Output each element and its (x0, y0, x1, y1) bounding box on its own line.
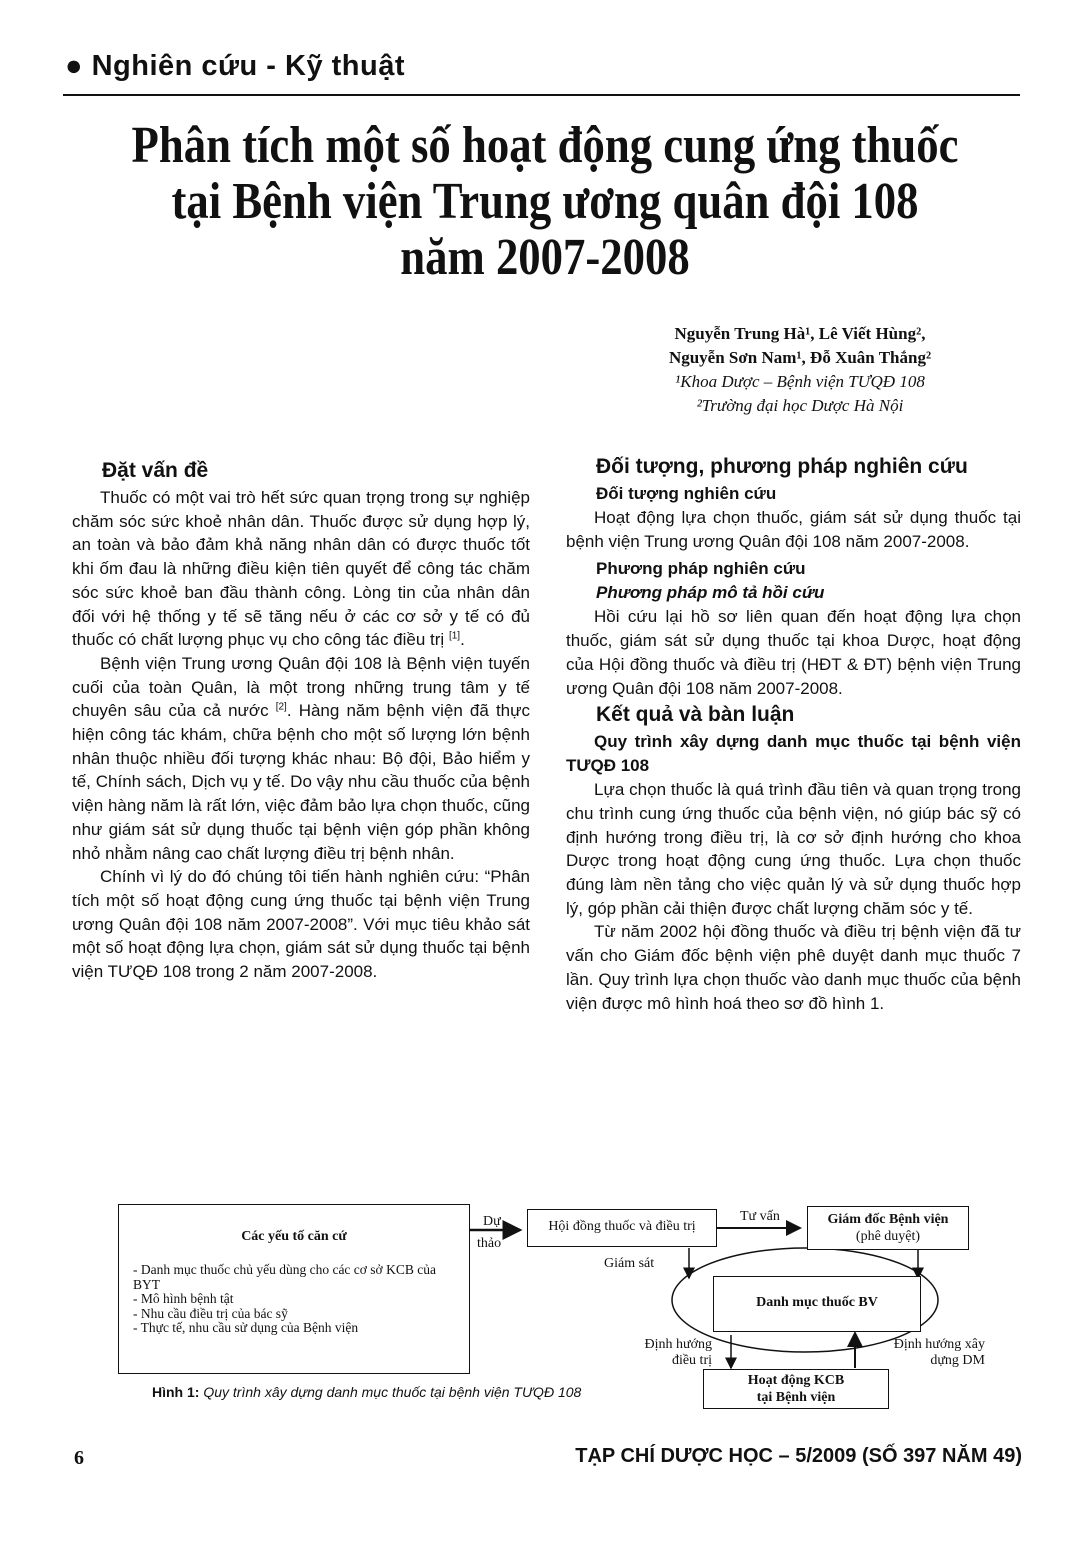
citation: [2] (275, 701, 287, 713)
subheading: Phương pháp mô tả hồi cứu (596, 583, 825, 603)
paragraph: Thuốc có một vai trò hết sức quan trọng trong sự nghiệp chăm sóc sức khoẻ nhân dân. Thuốc được sử dụng hợp lý, an toàn và bảo đảm khả năng nhân dân có được thuốc tốt khi ốm đau là những điều kiện tiên quyết để công tác chăm sóc sức khoẻ ban đầu thành công. Lòng tin của nhân dân đối với hệ thống y tế sẽ tăng nếu ở các cơ sở y tế có đủ thuốc có chất lượng phục vụ cho công tác điều trị [1]. (72, 488, 530, 650)
title-line: năm 2007-2008 (400, 229, 690, 286)
section-heading: Kết quả và bàn luận (596, 703, 795, 727)
label-line: điều trị (671, 1353, 712, 1368)
paragraph-text: Thuốc có một vai trò hết sức quan trọng trong sự nghiệp chăm sóc sức khoẻ nhân dân. Thuốc được sử dụng hợp lý, an toàn và bảo đảm khả năng nhân dân có được thuốc tốt khi ốm đau là những điều kiện tiên quyết để công tác chăm sóc sức khoẻ ban đầu thành công. Lòng tin của nhân dân đối với hệ thống y tế sẽ tăng nếu ở các cơ sở y tế có đủ thuốc có chất lượng phục vụ cho công tác điều trị (72, 488, 530, 650)
advise-label: Tư vấn (740, 1209, 780, 1224)
paragraph (72, 652, 530, 865)
draft-label: thảo (477, 1236, 502, 1251)
caption-text: Quy trình xây dựng danh mục thuốc tại bệnh viện TƯQĐ 108 (203, 1384, 582, 1400)
page-number: 6 (74, 1447, 84, 1469)
section-heading: Đối tượng, phương pháp nghiên cứu (596, 455, 968, 478)
kcb-box (703, 1369, 889, 1409)
title-line: Phân tích một số hoạt động cung ứng thuốc (131, 117, 959, 174)
paragraph-text: Bệnh viện Trung ương Quân đội 108 là Bệnh viện tuyến cuối của toàn Quân, là một trong những trung tâm y tế chuyên sâu của cả nước (72, 653, 530, 721)
paragraph: Lựa chọn thuốc là quá trình đầu tiên và quan trọng trong chu trình cung ứng thuốc của bệnh viện, nó giúp bác sỹ có định hướng trong điều trị, là cơ sở định hướng cho khoa Dược trong hoạt động cung ứng thuốc. Lựa chọn thuốc đúng làm nền tảng cho việc quản lý và sử dụng thuốc hợp lý, góp phần cải thiện được chất lượng chăm sóc y tế. (566, 780, 1021, 918)
draft-label: Dự (483, 1214, 501, 1229)
affiliation: ¹Khoa Dược – Bệnh viện TƯQĐ 108 (675, 372, 925, 391)
subheading: Quy trình xây dựng danh mục thuốc tại bệnh viện TƯQĐ 108 (566, 732, 1021, 776)
factor-item: - Danh mục thuốc chủ yếu dùng cho các cơ sở KCB của BYT (133, 1262, 436, 1292)
subheading: Phương pháp nghiên cứu (596, 559, 806, 579)
factors-title: Các yếu tố căn cứ (241, 1229, 347, 1244)
article-title (128, 118, 962, 286)
paragraph: Chính vì lý do đó chúng tôi tiến hành nghiên cứu: “Phân tích một số hoạt động cung ứng thuốc tại bệnh viện Trung ương Quân đội 108 năm 2007-2008”. Với mục tiêu khảo sát một số hoạt động lựa chọn, giám sát sử dụng thuốc tại bệnh viện TƯQĐ 108 trong 2 năm 2007-2008. (72, 867, 530, 982)
right-column (566, 452, 1021, 1015)
authors-line: Nguyễn Trung Hà¹, Lê Viết Hùng², (674, 324, 926, 343)
title-line: tại Bệnh viện Trung ương quân đội 108 (171, 173, 919, 230)
header-rule (63, 94, 1020, 96)
director-title: Giám đốc Bệnh viện (827, 1212, 949, 1227)
factor-item: - Nhu cầu điều trị của bác sỹ (133, 1305, 288, 1321)
subheading: Đối tượng nghiên cứu (596, 484, 777, 503)
director-note: (phê duyệt) (855, 1229, 921, 1244)
list-ellipse (672, 1248, 938, 1352)
hospital-list-box: Danh mục thuốc BV (713, 1276, 921, 1332)
label-line: dựng DM (930, 1353, 985, 1368)
label-line: Định hướng (644, 1337, 712, 1352)
treatment-label (630, 1337, 712, 1369)
paragraph: Hoạt động lựa chọn thuốc, giám sát sử dụng thuốc tại bệnh viện Trung ương Quân đội 108 năm 2007-2008. (566, 508, 1021, 551)
factors-box (118, 1204, 470, 1374)
kcb-line: Hoạt động KCB (747, 1373, 845, 1388)
citation: [1] (448, 630, 461, 642)
figure-caption (152, 1384, 581, 1400)
paragraph: Từ năm 2002 hội đồng thuốc và điều trị bệnh viện đã tư vấn cho Giám đốc bệnh viện phê duyệt danh mục thuốc 7 lần. Quy trình lựa chọn thuốc vào danh mục thuốc của bệnh viện được mô hình hoá theo sơ đồ hình 1. (566, 922, 1021, 1013)
label-line: Định hướng xây (893, 1337, 985, 1352)
director-box (807, 1206, 969, 1250)
factor-item: - Thực tế, nhu cầu sử dụng của Bệnh viện (133, 1320, 359, 1335)
factor-item: - Mô hình bệnh tật (133, 1291, 234, 1306)
affiliation: ²Trường đại học Dược Hà Nội (696, 396, 904, 415)
section-header: ● Nghiên cứu - Kỹ thuật (65, 50, 406, 82)
supervise-label: Giám sát (604, 1256, 655, 1271)
build-label (875, 1337, 985, 1369)
authors-line: Nguyễn Sơn Nam¹, Đỗ Xuân Thắng² (668, 348, 932, 367)
section-heading: Đặt vấn đề (102, 459, 209, 482)
authors-block (580, 322, 1020, 418)
paragraph: Hồi cứu lại hồ sơ liên quan đến hoạt động lựa chọn thuốc, giám sát sử dụng thuốc tại khoa Dược, hoạt động của Hội đồng thuốc và điều trị (HĐT & ĐT) bệnh viện Trung ương Quân đội 108 năm 2007-2008. (566, 607, 1021, 698)
caption-label: Hình 1: (152, 1384, 200, 1400)
council-box: Hội đồng thuốc và điều trị (527, 1209, 717, 1247)
journal-footer: TẠP CHÍ DƯỢC HỌC – 5/2009 (SỐ 397 NĂM 49) (575, 1445, 1022, 1467)
kcb-line: tại Bệnh viện (756, 1390, 836, 1405)
left-column (72, 456, 530, 984)
paragraph-text: . Hàng năm bệnh viện đã thực hiện công tác khám, chữa bệnh cho một số lượng lớn bệnh nhân thuộc nhiều đối tượng khác nhau: Bộ đội, Bảo hiểm y tế, Chính sách, Dịch vụ y tế. Do vậy nhu cầu thuốc của bệnh viện hàng năm là rất lớn, việc đảm bảo lựa chọn thuốc, cũng như giám sát sử dụng thuốc tại bệnh viện góp phần không nhỏ nhằm nâng cao chất lượng điều trị bệnh nhân. (72, 701, 531, 863)
